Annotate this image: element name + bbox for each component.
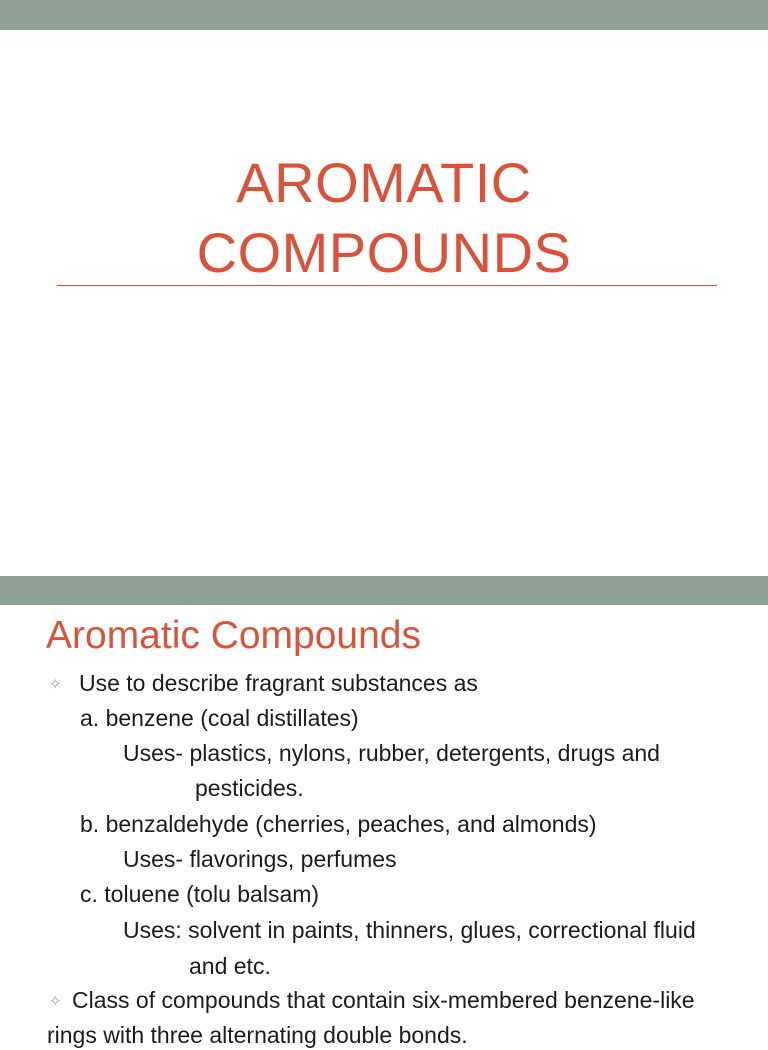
bullet-text: Class of compounds that contain six-membered benzene-like [72, 987, 695, 1013]
list-item-detail: and etc. [189, 953, 271, 979]
slide1-title-line2: COMPOUNDS [196, 221, 572, 284]
bullet-text-continued: rings with three alternating double bonds. [47, 1022, 468, 1048]
four-point-star-icon: ✧ [49, 993, 62, 1010]
list-item: b. benzaldehyde (cherries, peaches, and almonds) [80, 811, 597, 837]
slide1-title-line1: AROMATIC [236, 151, 532, 214]
slide2-title: Aromatic Compounds [46, 614, 421, 657]
title-underline-divider [57, 285, 717, 286]
list-item-detail: Uses: solvent in paints, thinners, glues, correctional fluid [123, 917, 696, 943]
list-item: a. benzene (coal distillates) [80, 705, 359, 731]
slide-top-bar [0, 0, 768, 30]
slide1-title [0, 148, 768, 288]
bullet-text: Use to describe fragrant substances as [79, 670, 478, 696]
list-item-detail: pesticides. [195, 775, 304, 801]
list-item-detail: Uses- plastics, nylons, rubber, detergents, drugs and [123, 740, 660, 766]
list-item: c. toluene (tolu balsam) [80, 881, 320, 907]
slide-separator-bar [0, 576, 768, 605]
list-item-detail: Uses- flavorings, perfumes [123, 846, 397, 872]
four-point-star-icon: ✧ [49, 676, 62, 693]
